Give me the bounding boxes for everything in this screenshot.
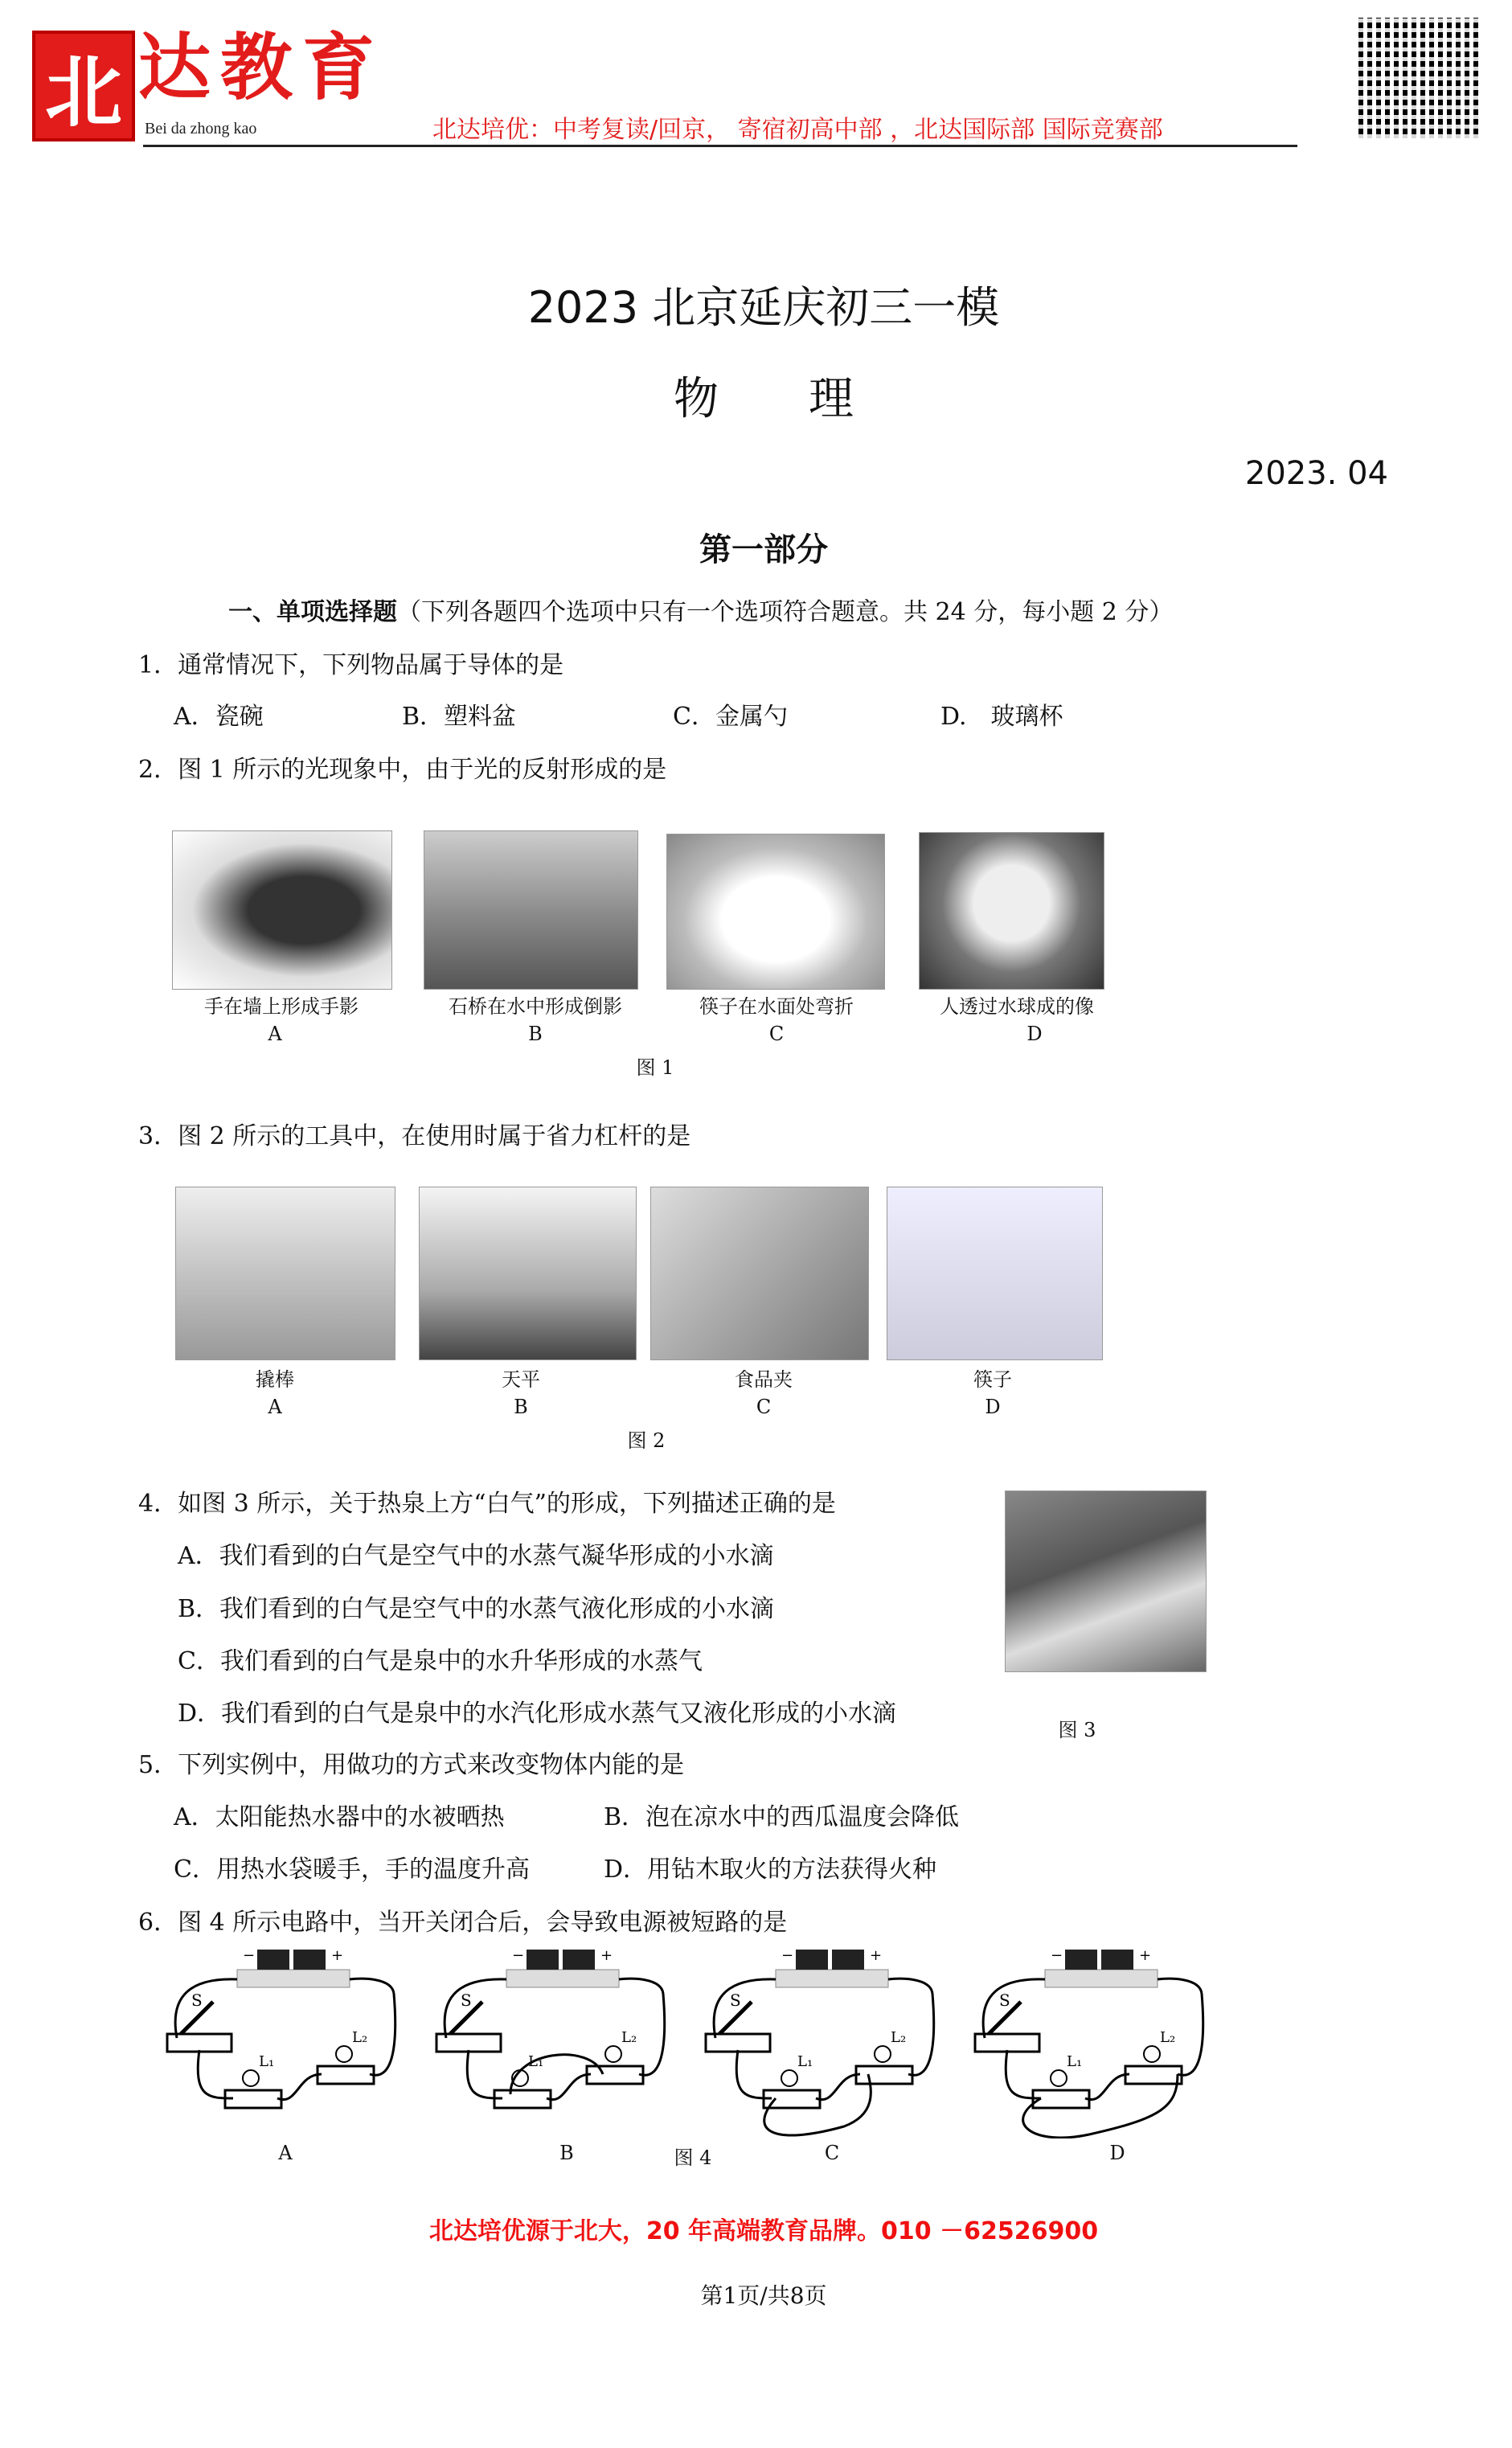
q1-option-c: C．金属勺 — [673, 703, 788, 731]
q6-letter-a: A — [278, 2142, 293, 2164]
circuit-diagram-c — [699, 1946, 957, 2138]
l2-label: L₂ — [621, 2029, 637, 2046]
q2-caption-a: 手在墙上形成手影 — [204, 995, 359, 1018]
q3-letter-b: B — [514, 1396, 528, 1418]
q3-caption-a: 撬棒 — [256, 1368, 294, 1391]
circuit-diagram-b — [430, 1946, 687, 2138]
battery-box — [1045, 1970, 1158, 1987]
page-title: 2023 北京延庆初三一模 — [527, 282, 1000, 333]
q5-option-c: C．用热水袋暖手，手的温度升高 — [174, 1855, 530, 1884]
q4-option-c: C．我们看到的白气是泉中的水升华形成的水蒸气 — [178, 1647, 703, 1675]
q1-option-b: B．塑料盆 — [402, 703, 517, 731]
food-tongs-image — [650, 1187, 869, 1360]
section-label: 一、单项选择题 — [228, 598, 397, 626]
q2-caption-d: 人透过水球成的像 — [940, 995, 1094, 1018]
bulb-l2-icon — [318, 2066, 374, 2084]
plus-label: + — [331, 1947, 344, 1964]
part-heading: 第一部分 — [699, 531, 828, 568]
watermark: 北达培优源于北大，20 年高端教育品牌。010 －62526900 — [428, 2217, 1099, 2245]
l2-label: L₂ — [352, 2029, 368, 2046]
logo-subtitle: Bei da zhong kao — [145, 120, 257, 137]
logo-mark: 北 — [32, 31, 135, 141]
q6-letter-b: B — [559, 2142, 574, 2164]
battery-icon — [796, 1950, 828, 1970]
section-heading — [228, 592, 1173, 627]
q2-stem: 2．图 1 所示的光现象中，由于光的反射形成的是 — [138, 756, 667, 784]
q2-letter-b: B — [528, 1023, 543, 1045]
bulb-l2-icon — [587, 2066, 643, 2084]
q6-stem: 6．图 4 所示电路中，当开关闭合后，会导致电源被短路的是 — [138, 1909, 788, 1937]
q2-caption-c: 筷子在水面处弯折 — [699, 995, 854, 1018]
hot-spring-image — [1005, 1491, 1207, 1672]
figure-1-label: 图 1 — [636, 1056, 674, 1079]
figure-3-label: 图 3 — [1058, 1719, 1096, 1741]
q1-stem: 1．通常情况下，下列物品属于导体的是 — [138, 651, 564, 679]
stone-bridge-image — [424, 830, 638, 990]
figure-4-label: 图 4 — [674, 2147, 712, 2169]
header-divider — [143, 145, 1297, 147]
bulb-l1-icon — [764, 2090, 820, 2108]
chopstick-bowl-image — [666, 834, 885, 990]
circuit-diagram-a — [161, 1946, 418, 2138]
q5-option-d: D．用钻木取火的方法获得火种 — [604, 1855, 937, 1884]
q2-caption-b: 石桥在水中形成倒影 — [449, 995, 622, 1018]
water-ball-image — [919, 832, 1104, 990]
q4-option-b: B．我们看到的白气是空气中的水蒸气液化形成的小水滴 — [178, 1595, 775, 1623]
q2-letter-a: A — [268, 1023, 282, 1045]
q3-letter-a: A — [268, 1396, 282, 1418]
q4-option-a: A．我们看到的白气是空气中的水蒸气凝华形成的小水滴 — [178, 1542, 774, 1570]
q3-caption-c: 食品夹 — [735, 1368, 793, 1391]
q2-letter-d: D — [1026, 1023, 1043, 1045]
page-footer: 第1页/共8页 — [700, 2282, 827, 2309]
l1-label: L₁ — [259, 2053, 275, 2070]
subject: 物 理 — [674, 373, 854, 425]
battery-icon — [1101, 1950, 1133, 1970]
q1-option-a: A．瓷碗 — [174, 703, 264, 731]
battery-box — [776, 1970, 888, 1987]
chopsticks-image — [887, 1187, 1103, 1360]
q3-letter-d: D — [985, 1396, 1001, 1418]
logo-text: 达教育 — [138, 25, 384, 110]
battery-icon — [293, 1950, 326, 1970]
battery-icon — [832, 1950, 864, 1970]
section-desc: （下列各题四个选项中只有一个选项符合题意。共 24 分，每小题 2 分） — [397, 598, 1174, 626]
hand-shadow-image — [172, 830, 392, 990]
minus-label: − — [1051, 1947, 1063, 1964]
q3-letter-c: C — [756, 1396, 772, 1418]
q3-stem: 3．图 2 所示的工具中，在使用时属于省力杠杆的是 — [138, 1122, 691, 1150]
q5-stem: 5．下列实例中，用做功的方式来改变物体内能的是 — [138, 1751, 685, 1779]
q5-option-a: A．太阳能热水器中的水被晒热 — [174, 1803, 505, 1831]
q6-letter-c: C — [824, 2142, 840, 2164]
plus-label: + — [600, 1947, 613, 1964]
l1-label: L₁ — [797, 2053, 813, 2070]
exam-date: 2023. 04 — [1244, 455, 1388, 492]
q6-letter-d: D — [1109, 2142, 1125, 2164]
l2-label: L₂ — [1160, 2029, 1176, 2046]
figure-2-label: 图 2 — [627, 1429, 666, 1452]
balance-image — [419, 1187, 637, 1360]
q3-caption-d: 筷子 — [973, 1368, 1012, 1391]
q4-option-d: D．我们看到的白气是泉中的水汽化形成水蒸气又液化形成的小水滴 — [178, 1700, 897, 1728]
battery-icon — [257, 1950, 289, 1970]
switch-label: S — [999, 1991, 1010, 2010]
l1-label: L₁ — [1067, 2053, 1083, 2070]
battery-icon — [563, 1950, 595, 1970]
switch-label: S — [730, 1991, 741, 2010]
q3-caption-b: 天平 — [502, 1368, 540, 1391]
minus-label: − — [512, 1947, 525, 1964]
battery-box — [506, 1970, 619, 1987]
minus-label: − — [243, 1947, 256, 1964]
bulb-l2-icon — [1125, 2066, 1182, 2084]
plus-label: + — [870, 1947, 883, 1964]
plus-label: + — [1139, 1947, 1152, 1964]
bulb-l1-icon — [494, 2090, 551, 2108]
battery-box — [237, 1970, 350, 1987]
switch-label: S — [191, 1991, 203, 2010]
q2-letter-c: C — [768, 1023, 785, 1045]
crowbar-image — [175, 1187, 395, 1360]
q4-stem: 4．如图 3 所示，关于热泉上方“白气”的形成，下列描述正确的是 — [138, 1490, 836, 1518]
battery-icon — [1065, 1950, 1097, 1970]
switch-label: S — [461, 1991, 472, 2010]
l2-label: L₂ — [891, 2029, 907, 2046]
bulb-l2-icon — [856, 2066, 912, 2084]
bulb-l1-icon — [225, 2090, 281, 2108]
circuit-diagram-d — [969, 1946, 1226, 2138]
qr-code-icon — [1358, 18, 1479, 138]
q1-option-d: D. 玻璃杯 — [940, 703, 1063, 731]
minus-label: − — [781, 1947, 794, 1964]
l1-label: L₁ — [528, 2053, 544, 2070]
q5-option-b: B．泡在凉水中的西瓜温度会降低 — [604, 1803, 960, 1831]
battery-icon — [527, 1950, 559, 1970]
header-slogan: 北达培优：中考复读/回京， 寄宿初高中部 ，北达国际部 国际竞赛部 — [432, 116, 1163, 144]
